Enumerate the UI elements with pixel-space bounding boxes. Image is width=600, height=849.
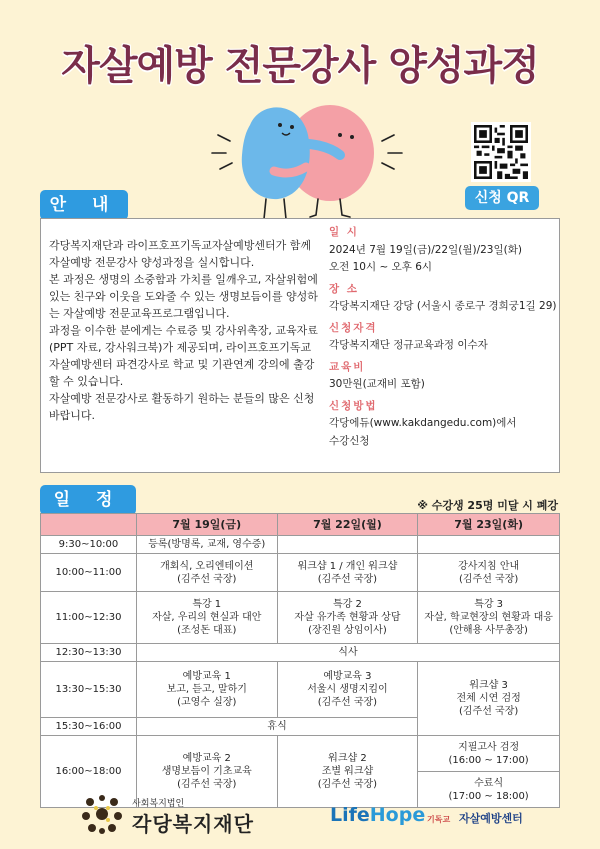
time-cell: 16:00~18:00 xyxy=(41,736,137,808)
cell-line: 강사지침 안내 xyxy=(458,560,520,572)
table-header-cell: 7월 22일(월) xyxy=(277,514,418,536)
cell-line: 예방교육 1 xyxy=(182,671,231,682)
cell-line: (안해용 사무총장) xyxy=(449,625,528,636)
detail-label-fee: 교육비 xyxy=(329,360,366,373)
time-cell: 9:30~10:00 xyxy=(41,536,137,554)
intro-paragraph: 각당복지재단과 라이프호프기독교자살예방센터가 함께 자살예방 전문강사 양성과정을 실시합니다. xyxy=(49,239,312,269)
hugging-characters-illustration xyxy=(190,95,430,225)
cell-line: 자살 유가족 현황과 상담 xyxy=(294,612,401,623)
lifehope-wordmark-part: Life xyxy=(330,804,370,826)
time-cell: 12:30~13:30 xyxy=(41,644,137,662)
cell-line: 조별 워크샵 xyxy=(321,766,374,777)
foundation-name: 각당복지재단 xyxy=(132,812,254,836)
table-header-row xyxy=(41,514,560,536)
schedule-cell xyxy=(136,662,277,718)
schedule-cell xyxy=(418,662,560,736)
schedule-cell xyxy=(277,736,418,808)
schedule-cell: 등록(방명록, 교재, 영수증) xyxy=(136,536,277,554)
cell-line: (김주선 국장) xyxy=(317,573,378,585)
intro-paragraph: 자살예방 전문강사로 활동하기 원하는 분들의 많은 신청 바랍니다. xyxy=(49,392,315,422)
intro-paragraph: 과정을 이수한 분에게는 수료증 및 강사위촉장, 교육자료(PPT 자료, 강사워크북)가 제공되며, 라이프호프기독교자살예방센터 파견강사로 학교 및 기관연계 강의에 출강할 수 있습니다. xyxy=(49,324,318,388)
intro-details xyxy=(329,225,557,449)
detail-label-eligibility: 신청자격 xyxy=(329,321,378,334)
cell-line: (김주선 국장) xyxy=(458,573,519,585)
cell-line: 서울시 생명지킴이 xyxy=(307,684,388,695)
detail-value: 2024년 7월 19일(금)/22일(월)/23일(화) xyxy=(329,243,522,256)
cell-line: 자살, 우리의 현실과 대안 xyxy=(152,612,262,623)
schedule-cell xyxy=(136,592,277,644)
time-cell: 15:30~16:00 xyxy=(41,718,137,736)
cell-line: (조성돈 대표) xyxy=(177,625,237,636)
table-row xyxy=(41,644,560,662)
detail-value: 오전 10시 ~ 오후 6시 xyxy=(329,261,433,273)
cell-line: (16:00 ~ 17:00) xyxy=(448,754,529,766)
cell-line: (김주선 국장) xyxy=(177,573,237,585)
cell-line: 예방교육 3 xyxy=(323,671,372,682)
intro-paragraph: 본 과정은 생명의 소중함과 가치를 일깨우고, 자살위험에 있는 친구와 이웃을 도와줄 수 있는 생명보듬이를 양성하는 자살예방 전문교육프로그램입니다. xyxy=(49,273,318,320)
table-row xyxy=(41,536,560,554)
schedule-cell xyxy=(418,554,560,592)
cell-line: 지필고사 검정 xyxy=(458,741,520,753)
schedule-cell xyxy=(136,554,277,592)
cell-line: 보고, 듣고, 말하기 xyxy=(166,684,247,695)
cell-line: 전체 시연 검정 xyxy=(456,693,521,704)
intro-info-box xyxy=(40,218,560,473)
detail-label-apply: 신청방법 xyxy=(329,399,378,412)
schedule-cell-meal: 식사 xyxy=(136,644,559,662)
table-row xyxy=(41,592,560,644)
cell-line: (김주선 국장) xyxy=(317,779,378,790)
qr-label: 신청 QR xyxy=(465,186,539,210)
intro-description xyxy=(49,237,321,424)
schedule-section-tab: 일 정 xyxy=(40,485,136,515)
detail-label-location: 장 소 xyxy=(329,282,359,295)
cell-line: 예방교육 2 xyxy=(182,753,231,764)
cell-line: 특강 2 xyxy=(332,599,362,610)
cell-line: 수료식 xyxy=(474,777,504,789)
cell-line: (장진원 상임이사) xyxy=(308,625,387,636)
page-title: 자살예방 전문강사 양성과정 xyxy=(61,43,539,89)
time-cell: 10:00~11:00 xyxy=(41,554,137,592)
table-row xyxy=(41,554,560,592)
lifehope-subtitle-center: 자살예방센터 xyxy=(459,812,523,825)
lifehope-subtitle-christian: 기독교 xyxy=(427,815,451,824)
schedule-table xyxy=(40,513,560,808)
lifehope-center-logo xyxy=(330,800,560,836)
cell-line: 워크샵 3 xyxy=(469,680,508,691)
schedule-cell xyxy=(277,662,418,718)
time-cell: 11:00~12:30 xyxy=(41,592,137,644)
detail-label-datetime: 일 시 xyxy=(329,226,359,238)
table-row xyxy=(41,736,560,772)
table-header-cell xyxy=(41,514,137,536)
kakdang-foundation-logo xyxy=(78,790,278,840)
cell-line: (김주선 국장) xyxy=(317,697,378,708)
schedule-cell xyxy=(418,736,560,772)
cell-line: 워크샵 2 xyxy=(328,753,367,764)
cell-line: 워크샵 1 / 개인 워크샵 xyxy=(297,560,398,572)
cell-line: 특강 1 xyxy=(192,599,222,610)
table-row xyxy=(41,662,560,718)
cell-line: 특강 3 xyxy=(474,599,504,610)
kakdang-emblem-icon xyxy=(78,792,126,836)
detail-value: 수강신청 xyxy=(329,434,370,447)
cell-line: (17:00 ~ 18:00) xyxy=(448,790,529,802)
schedule-cell-break: 휴식 xyxy=(136,718,417,736)
application-qr-code[interactable] xyxy=(471,122,531,182)
lifehope-wordmark-part: Hope xyxy=(369,804,426,826)
cell-line: (고영수 실장) xyxy=(177,697,237,708)
detail-value: 각당에듀(www.kakdangedu.com)에서 xyxy=(329,417,517,429)
lifehope-wordmark xyxy=(330,804,425,826)
schedule-cell xyxy=(418,592,560,644)
schedule-cell xyxy=(277,592,418,644)
table-header-cell: 7월 23일(화) xyxy=(418,514,560,536)
detail-value: 30만원(교재비 포함) xyxy=(329,378,425,390)
cell-line: (김주선 국장) xyxy=(177,779,237,790)
detail-value: 각당복지재단 정규교육과정 이수자 xyxy=(329,339,488,351)
cell-line: 생명보듬이 기초교육 xyxy=(161,766,252,777)
intro-section-tab: 안 내 xyxy=(40,190,128,220)
cell-line: 개회식, 오리엔테이션 xyxy=(160,560,254,572)
cancellation-notice: ※ 수강생 25명 미달 시 폐강 xyxy=(417,499,558,512)
schedule-cell xyxy=(418,536,560,554)
cell-line: (김주선 국장) xyxy=(458,706,519,717)
schedule-cell xyxy=(277,554,418,592)
schedule-cell xyxy=(277,536,418,554)
table-header-cell: 7월 19일(금) xyxy=(136,514,277,536)
time-cell: 13:30~15:30 xyxy=(41,662,137,718)
foundation-type-label: 사회복지법인 xyxy=(132,799,185,809)
detail-value: 각당복지재단 강당 (서울시 종로구 경희궁1길 29) xyxy=(329,300,557,312)
cell-line: 자살, 학교현장의 현황과 대응 xyxy=(424,612,553,623)
